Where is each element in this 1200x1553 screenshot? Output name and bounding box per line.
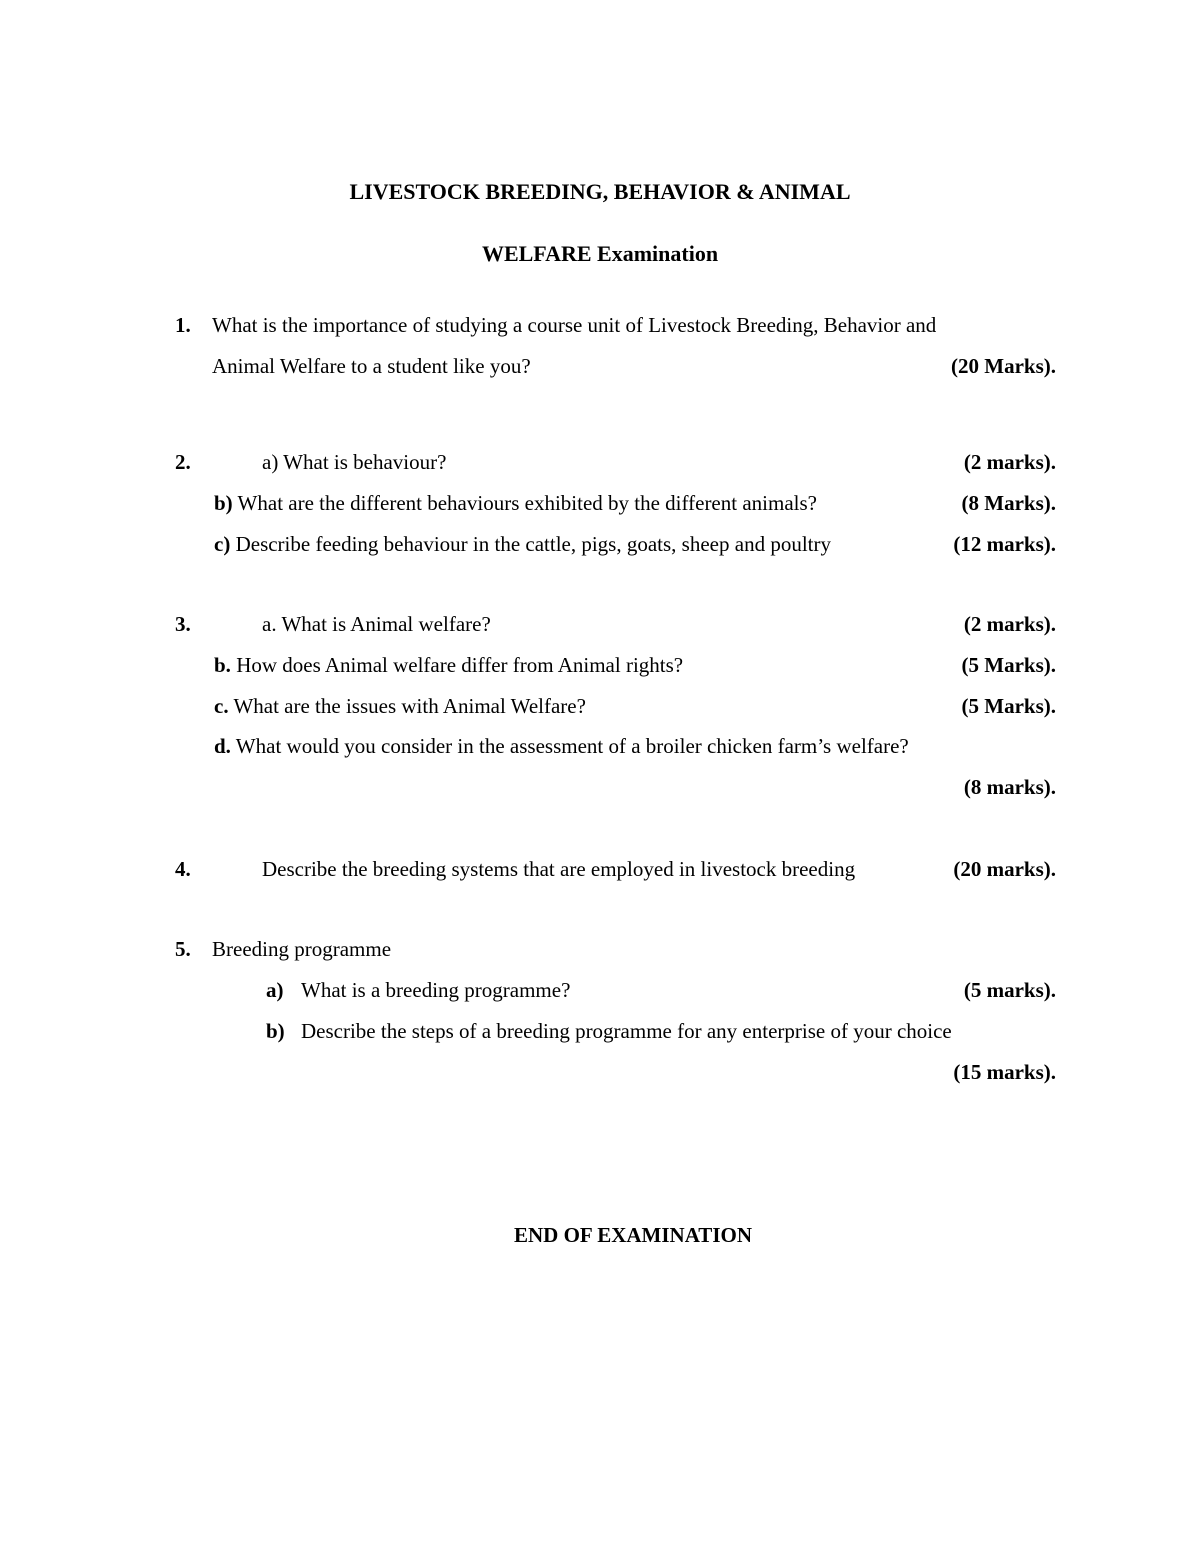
q3a-text: a. What is Animal welfare? — [262, 612, 491, 636]
q3d-marks: (8 marks). — [963, 775, 1056, 799]
q3b-label: b. — [214, 653, 231, 677]
exam-title-line2: WELFARE Examination — [481, 241, 719, 266]
exam-title-line1: LIVESTOCK BREEDING, BEHAVIOR & ANIMAL — [349, 179, 851, 204]
q5a-marks: (5 marks). — [963, 978, 1056, 1002]
q4-marks: (20 marks). — [953, 857, 1056, 881]
q3a-marks: (2 marks). — [963, 612, 1056, 636]
q2b — [214, 490, 817, 516]
q2-number: 2. — [175, 450, 191, 474]
q3d-label: d. — [214, 734, 231, 758]
q3c — [214, 693, 586, 719]
q3c-marks: (5 Marks). — [961, 694, 1056, 718]
q2a-text: a) What is behaviour? — [262, 450, 447, 474]
q2b-text: What are the different behaviours exhibited by the different animals? — [232, 491, 817, 515]
q2c-text: Describe feeding behaviour in the cattle, pigs, goats, sheep and poultry — [230, 532, 831, 556]
q1-text-line1: What is the importance of studying a course unit of Livestock Breeding, Behavior and — [212, 313, 937, 337]
q2b-label: b) — [214, 491, 233, 515]
q2a-marks: (2 marks). — [963, 450, 1056, 474]
q3b-marks: (5 Marks). — [961, 653, 1056, 677]
q3b-text: How does Animal welfare differ from Animal rights? — [230, 653, 684, 677]
q3c-text: What are the issues with Animal Welfare? — [228, 694, 586, 718]
q1-number: 1. — [175, 313, 191, 337]
q4-text: Describe the breeding systems that are employed in livestock breeding — [262, 857, 856, 881]
q3c-label: c. — [214, 694, 229, 718]
q1-text-line2: Animal Welfare to a student like you? — [212, 354, 531, 378]
q2b-marks: (8 Marks). — [961, 491, 1056, 515]
q3b — [214, 652, 683, 678]
q5-number: 5. — [175, 937, 191, 961]
q2c-marks: (12 marks). — [953, 532, 1056, 556]
q2c-label: c) — [214, 532, 231, 556]
end-of-examination: END OF EXAMINATION — [513, 1223, 752, 1247]
q5a-text: What is a breeding programme? — [301, 978, 571, 1002]
q5a-label: a) — [266, 978, 284, 1002]
q5b-label: b) — [266, 1019, 285, 1043]
q3d-text: What would you consider in the assessment of a broiler chicken farm’s welfare? — [230, 734, 909, 758]
q5b-text: Describe the steps of a breeding programme for any enterprise of your choice — [301, 1019, 952, 1043]
q3d — [214, 733, 909, 759]
q5-heading: Breeding programme — [212, 937, 392, 961]
q5b-marks: (15 marks). — [953, 1060, 1056, 1084]
q4-number: 4. — [175, 857, 191, 881]
q2c — [214, 531, 831, 557]
q1-marks: (20 Marks). — [951, 354, 1056, 378]
q3-number: 3. — [175, 612, 191, 636]
